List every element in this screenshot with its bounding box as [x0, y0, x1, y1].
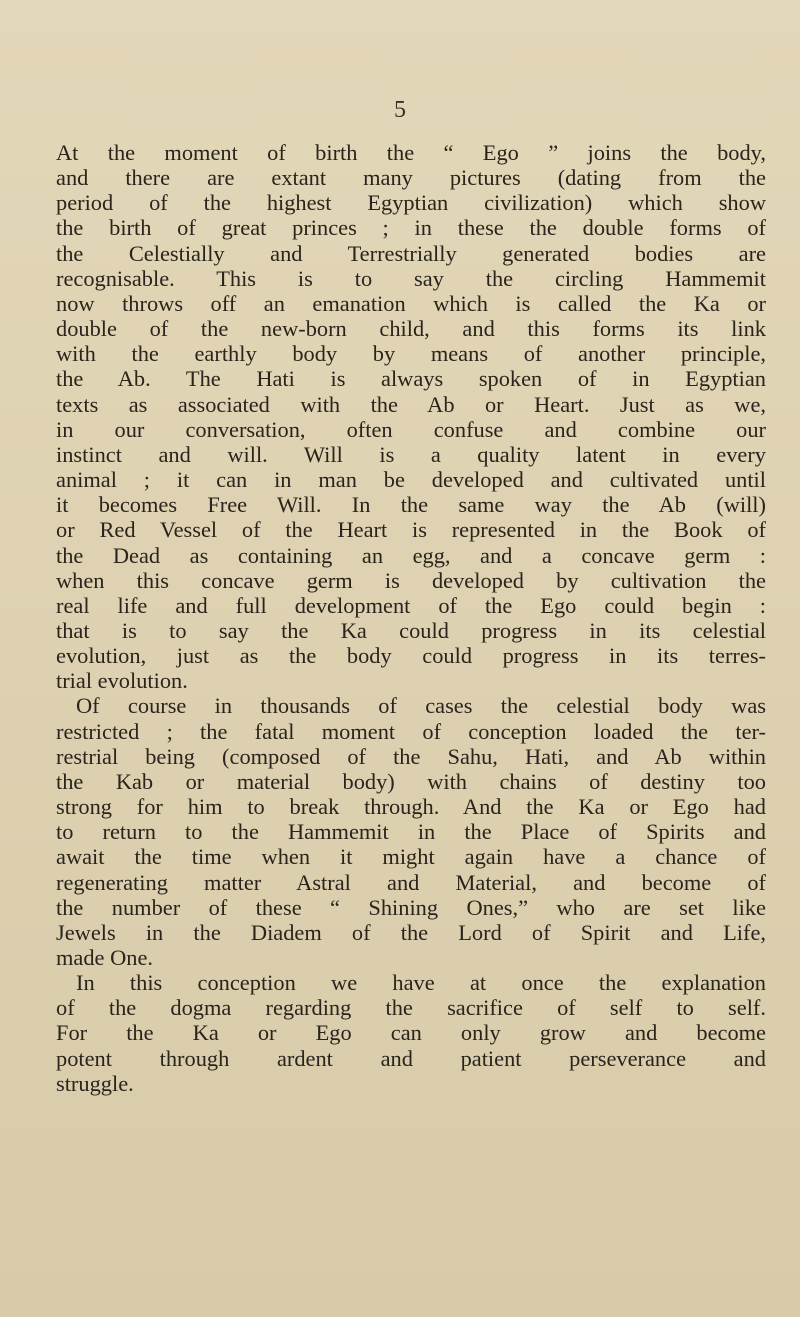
text-line: restricted ; the fatal moment of conception loaded the ter-	[56, 718, 766, 744]
text-line: to return to the Hammemit in the Place of Spirits and	[56, 819, 766, 845]
text-line: regenerating matter Astral and Material, and become of	[56, 869, 766, 895]
text-line: that is to say the Ka could progress in its celestial	[56, 617, 766, 643]
text-line: the Ab. The Hati is always spoken of in Egyptian	[56, 366, 766, 392]
text-line: potent through ardent and patient perseverance and	[56, 1045, 766, 1071]
text-line: animal ; it can in man be developed and cultivated until	[56, 467, 766, 493]
text-line: Of course in thousands of cases the celestial body was	[76, 693, 766, 719]
text-line: evolution, just as the body could progress in its terres-	[56, 643, 766, 669]
text-line: made One.	[56, 945, 153, 970]
text-line: restrial being (composed of the Sahu, Hati, and Ab within	[56, 743, 766, 769]
text-line: For the Ka or Ego can only grow and become	[56, 1020, 766, 1046]
text-line: double of the new-born child, and this forms its link	[56, 316, 766, 342]
text-line: the Dead as containing an egg, and a concave germ :	[56, 542, 766, 568]
text-line: await the time when it might again have a chance of	[56, 844, 766, 870]
text-line: In this conception we have at once the explanation	[76, 970, 766, 996]
text-line: real life and full development of the Ego could begin :	[56, 592, 766, 618]
text-line: of the dogma regarding the sacrifice of self to self.	[56, 995, 766, 1021]
text-line: in our conversation, often confuse and combine our	[56, 416, 766, 442]
text-line: Jewels in the Diadem of the Lord of Spirit and Life,	[56, 919, 766, 945]
body-text	[56, 140, 766, 1096]
text-line: strong for him to break through. And the Ka or Ego had	[56, 794, 766, 820]
text-line: instinct and will. Will is a quality latent in every	[56, 441, 766, 467]
text-line: now throws off an emanation which is called the Ka or	[56, 290, 766, 316]
text-line: period of the highest Egyptian civilization) which show	[56, 190, 766, 216]
text-line: when this concave germ is developed by cultivation the	[56, 567, 766, 593]
text-line: recognisable. This is to say the circling Hammemit	[56, 265, 766, 291]
text-line: with the earthly body by means of another principle,	[56, 341, 766, 367]
text-line: or Red Vessel of the Heart is represented in the Book of	[56, 517, 766, 543]
text-line: the number of these “ Shining Ones,” who are set like	[56, 894, 766, 920]
text-line: and there are extant many pictures (dating from the	[56, 165, 766, 191]
text-line: the birth of great princes ; in these the double forms of	[56, 215, 766, 241]
text-line: struggle.	[56, 1070, 134, 1096]
text-line: texts as associated with the Ab or Heart. Just as we,	[56, 391, 766, 417]
text-line: the Kab or material body) with chains of destiny too	[56, 768, 766, 794]
page-number: 5	[394, 97, 406, 123]
text-line: At the moment of birth the “ Ego ” joins the body,	[56, 140, 766, 165]
text-line: trial evolution.	[56, 668, 188, 694]
text-line: the Celestially and Terrestrially generated bodies are	[56, 240, 766, 266]
text-line: it becomes Free Will. In the same way the Ab (will)	[56, 492, 766, 518]
